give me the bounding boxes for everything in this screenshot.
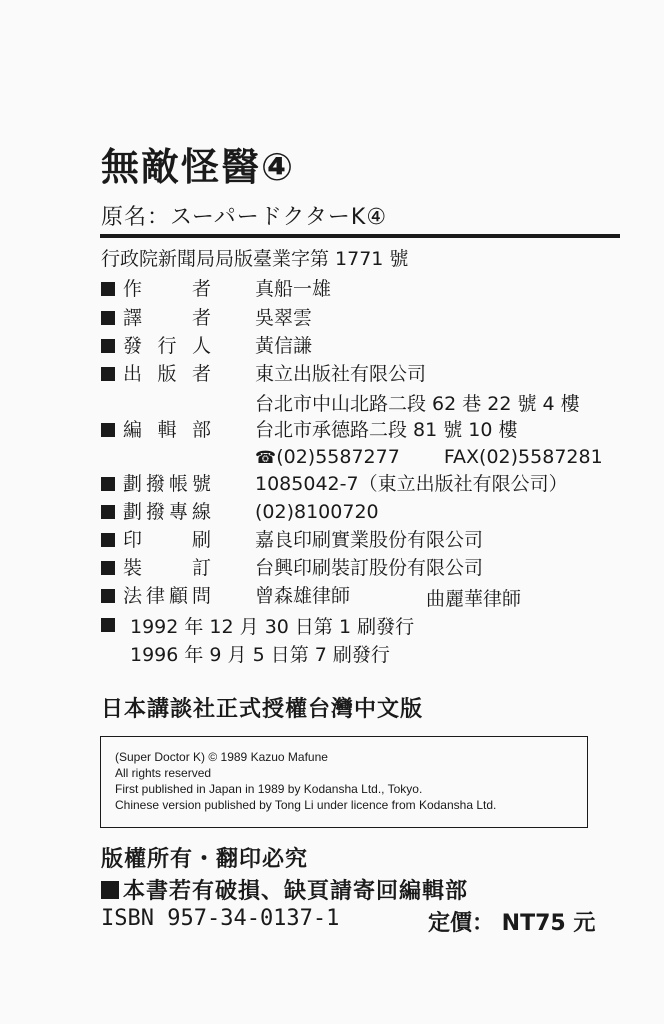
credit-label-char: 專	[168, 501, 188, 523]
credit-label-char: 者	[191, 307, 211, 329]
divider-rule	[100, 234, 620, 238]
credit-label-char: 編	[123, 419, 143, 441]
credit-label-char: 號	[191, 473, 211, 495]
telephone-icon: ☎	[255, 448, 277, 468]
credit-value: 曾森雄律師	[255, 585, 351, 607]
damage-notice-text: 本書若有破損、缺頁請寄回編輯部	[123, 879, 469, 904]
authorization-notice: 日本講談社正式授權台灣中文版	[101, 697, 424, 722]
credit-label-char: 人	[191, 335, 211, 357]
credit-label	[123, 499, 211, 525]
credit-value: 台興印刷裝訂股份有限公司	[255, 557, 484, 579]
credit-row	[101, 417, 518, 443]
original-title: 原名：スーパードクターK④	[101, 205, 388, 230]
bullet-square	[101, 367, 115, 381]
copyright-line: Chinese version published by Tong Li under licence from Kodansha Ltd.	[115, 798, 497, 812]
credit-label-char: 劃	[123, 473, 143, 495]
rights-notice: 版權所有・翻印必究	[101, 847, 309, 872]
credit-label-char: 帳	[168, 473, 188, 495]
credit-label	[123, 276, 211, 302]
second-lawyer: 曲麗華律師	[426, 588, 522, 610]
bullet-square	[101, 311, 115, 325]
copyright-line: First published in Japan in 1989 by Kodansha Ltd., Tokyo.	[115, 782, 423, 796]
credit-row	[101, 361, 427, 387]
copyright-box	[100, 736, 588, 828]
damage-notice	[101, 874, 468, 905]
credit-value: 嘉良印刷實業股份有限公司	[255, 529, 484, 551]
credit-row	[101, 333, 313, 359]
credit-value: 台北市承德路二段 81 號 10 樓	[255, 419, 518, 441]
credit-label-char: 訂	[191, 557, 211, 579]
bullet-square	[101, 618, 115, 632]
credit-row	[101, 276, 332, 302]
credit-label-char: 劃	[123, 501, 143, 523]
license-number: 行政院新聞局局版臺業字第 1771 號	[101, 248, 409, 270]
credit-row	[101, 499, 379, 525]
credit-row	[101, 471, 568, 497]
credit-value: 真船一雄	[255, 278, 332, 300]
credit-label	[123, 417, 211, 443]
copyright-line: All rights reserved	[115, 766, 212, 780]
credit-value: (02)8100720	[255, 501, 379, 523]
print-date-row-1	[101, 612, 119, 638]
credit-label-char: 問	[191, 585, 211, 607]
credit-row	[101, 305, 313, 331]
credit-label	[123, 583, 211, 609]
isbn: ISBN 957-34-0137-1	[101, 906, 340, 931]
credit-label-char: 刷	[191, 529, 211, 551]
credit-label-char: 撥	[145, 473, 165, 495]
credit-label	[123, 305, 211, 331]
credit-label-char: 部	[191, 419, 211, 441]
credit-label-char: 印	[123, 529, 143, 551]
credit-row	[101, 583, 351, 609]
credit-label-char: 法	[123, 585, 143, 607]
credit-value: 黃信謙	[255, 335, 313, 357]
bullet-square	[101, 533, 115, 547]
credit-label-char: 撥	[145, 501, 165, 523]
book-title: 無敵怪醫④	[101, 145, 296, 189]
bullet-square	[101, 881, 119, 899]
credit-label	[123, 527, 211, 553]
credit-label-char: 版	[157, 363, 177, 385]
credit-label-char: 線	[191, 501, 211, 523]
fax-number: FAX(02)5587281	[443, 446, 603, 468]
credit-label-char: 發	[123, 335, 143, 357]
credit-label-char: 行	[157, 335, 177, 357]
bullet-square	[101, 505, 115, 519]
credit-label	[123, 333, 211, 359]
credit-row	[101, 527, 484, 553]
credit-label-char: 出	[123, 363, 143, 385]
credit-label-char: 作	[123, 278, 143, 300]
bullet-square	[101, 561, 115, 575]
credit-label-char: 律	[145, 585, 165, 607]
credit-label	[123, 555, 211, 581]
bullet-square	[101, 589, 115, 603]
credit-label	[123, 361, 211, 387]
contact-line	[255, 446, 603, 468]
bullet-square	[101, 477, 115, 491]
bullet-square	[101, 423, 115, 437]
credit-value: 吳翠雲	[255, 307, 313, 329]
bullet-square	[101, 282, 115, 296]
credit-label-char: 輯	[157, 419, 177, 441]
print-date-1: 1992 年 12 月 30 日第 1 刷發行	[130, 616, 415, 638]
copyright-line: (Super Doctor K) © 1989 Kazuo Mafune	[115, 750, 328, 764]
price: 定價： NT75 元	[428, 911, 596, 936]
credit-label	[123, 471, 211, 497]
phone-number: (02)5587277	[276, 446, 400, 468]
credit-value: 1085042-7（東立出版社有限公司）	[255, 473, 568, 495]
bullet-square	[101, 339, 115, 353]
credit-label-char: 譯	[123, 307, 143, 329]
credit-label-char: 裝	[123, 557, 143, 579]
publisher-address: 台北市中山北路二段 62 巷 22 號 4 樓	[255, 393, 580, 415]
credit-label-char: 者	[191, 363, 211, 385]
credit-value: 東立出版社有限公司	[255, 363, 427, 385]
credit-label-char: 者	[191, 278, 211, 300]
credit-row	[101, 555, 484, 581]
print-date-2: 1996 年 9 月 5 日第 7 刷發行	[130, 644, 390, 666]
credit-label-char: 顧	[168, 585, 188, 607]
